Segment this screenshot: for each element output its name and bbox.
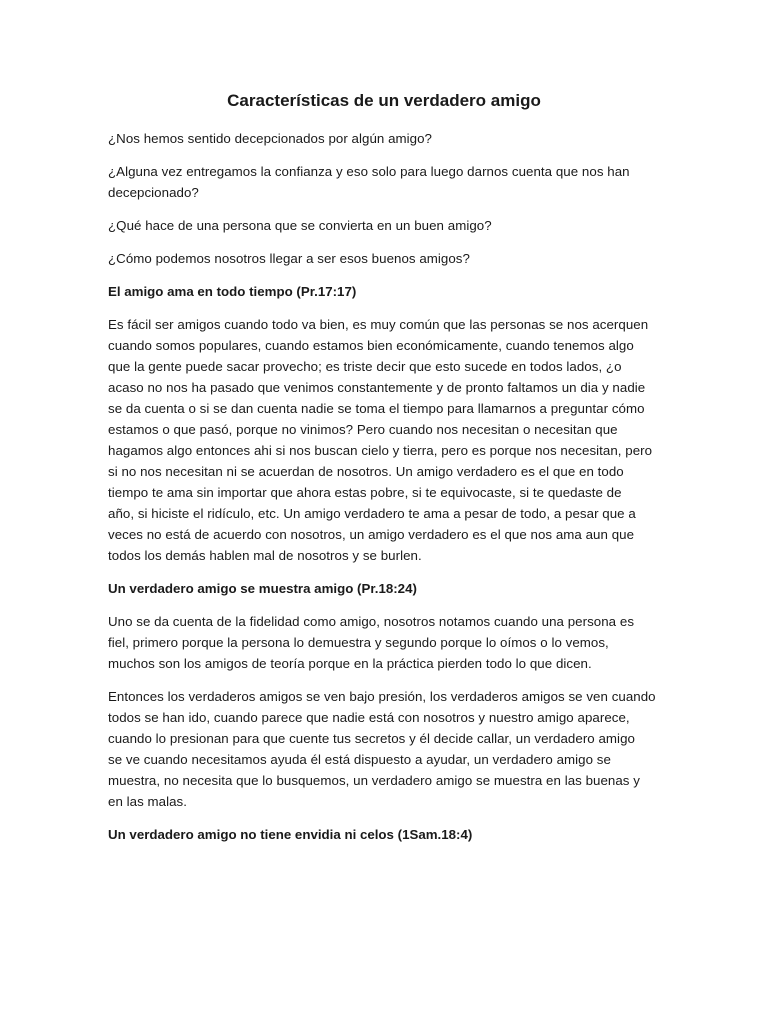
text-line: todos los demás hablen mal de nosotros y se burlen.	[108, 548, 422, 563]
section-heading	[108, 281, 660, 302]
text-line: se da cuenta o si se dan cuenta nadie se toma el tiempo para llamarnos a preguntar cómo	[108, 401, 645, 416]
text-line: El amigo ama en todo tiempo (Pr.17:17)	[108, 284, 357, 299]
text-line: Entonces los verdaderos amigos se ven bajo presión, los verdaderos amigos se ven cuando	[108, 689, 656, 704]
text-line: que la gente puede sacar provecho; es triste decir que esto sucede en todos lados, ¿o	[108, 359, 622, 374]
text-line: ¿Qué hace de una persona que se convierta en un buen amigo?	[108, 218, 492, 233]
text-line: muestra, no necesita que lo busquemos, un verdadero amigo se muestra en las buenas y	[108, 773, 640, 788]
text-line: veces no está de acuerdo con nosotros, un amigo verdadero es el que nos ama aun que	[108, 527, 635, 542]
text-line: ¿Cómo podemos nosotros llegar a ser esos buenos amigos?	[108, 251, 470, 266]
text-line: cuando lo presionan para que cuente tus secretos y él decide callar, un verdadero amigo	[108, 731, 635, 746]
paragraph	[108, 314, 660, 566]
text-line: todos se han ido, cuando parece que nadie está con nosotros y nuestro amigo aparece,	[108, 710, 630, 725]
text-line: en las malas.	[108, 794, 187, 809]
paragraph	[108, 128, 660, 149]
document-title: Características de un verdadero amigo	[227, 91, 541, 110]
text-line: decepcionado?	[108, 185, 199, 200]
text-line: Un verdadero amigo se muestra amigo (Pr.18:24)	[108, 581, 417, 596]
text-line: muchos son los amigos de teoría porque en la práctica pierden todo lo que dicen.	[108, 656, 592, 671]
text-line: ¿Nos hemos sentido decepcionados por algún amigo?	[108, 131, 432, 146]
text-line: se ve cuando necesitamos ayuda él está dispuesto a ayudar, un verdadero amigo se	[108, 752, 611, 767]
text-line: año, si hiciste el ridículo, etc. Un amigo verdadero te ama a pesar de todo, a pesar que a	[108, 506, 636, 521]
text-line: Un verdadero amigo no tiene envidia ni celos (1Sam.18:4)	[108, 827, 473, 842]
text-line: tiempo te ama sin importar que ahora estas pobre, si te equivocaste, si te quedaste de	[108, 485, 622, 500]
text-line: ¿Alguna vez entregamos la confianza y eso solo para luego darnos cuenta que nos han	[108, 164, 630, 179]
document-body	[108, 128, 660, 845]
text-line: acaso no nos ha pasado que venimos constantemente y de pronto faltamos un dia y nadie	[108, 380, 646, 395]
paragraph	[108, 686, 660, 812]
section-heading	[108, 824, 660, 845]
text-line: hagamos algo entonces ahi si nos buscan cielo y tierra, pero es porque nos necesitan, pero	[108, 443, 653, 458]
text-line: Es fácil ser amigos cuando todo va bien, es muy común que las personas se nos acerquen	[108, 317, 649, 332]
paragraph	[108, 215, 660, 236]
paragraph	[108, 248, 660, 269]
paragraph	[108, 611, 660, 674]
text-line: fiel, primero porque la persona lo demuestra y segundo porque lo oímos o lo vemos,	[108, 635, 609, 650]
paragraph	[108, 161, 660, 203]
text-line: Uno se da cuenta de la fidelidad como amigo, nosotros notamos cuando una persona es	[108, 614, 635, 629]
text-line: cuando somos populares, cuando estamos bien económicamente, cuando tenemos algo	[108, 338, 634, 353]
text-line: si no nos necesitan ni se acuerdan de nosotros. Un amigo verdadero es el que en todo	[108, 464, 624, 479]
section-heading	[108, 578, 660, 599]
text-line: estamos o que pasó, porque no vinimos? Pero cuando nos necesitan o necesitan que	[108, 422, 618, 437]
